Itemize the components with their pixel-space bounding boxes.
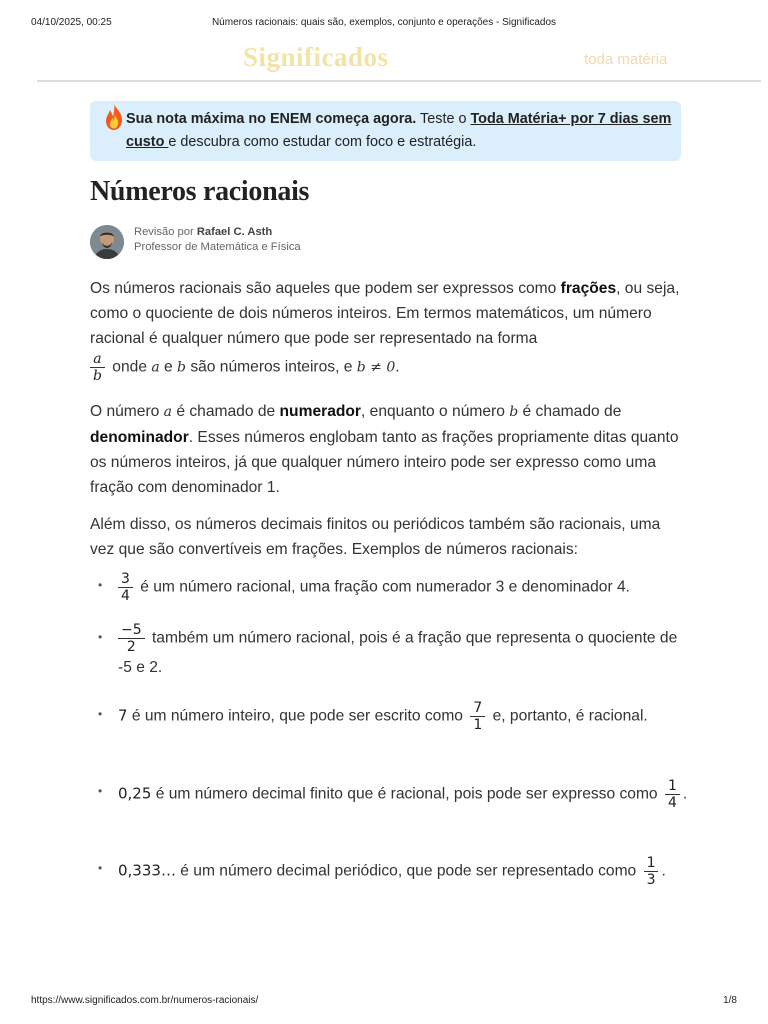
p2-var-a: a bbox=[163, 404, 173, 420]
fraction-neg5-2 bbox=[118, 622, 145, 655]
fraction-denominator: 4 bbox=[667, 795, 677, 811]
fraction-numerator: 1 bbox=[646, 855, 656, 871]
promo-trial-link[interactable]: Toda Matéria+ por 7 dias sem custo bbox=[126, 111, 672, 150]
list-bullet: • bbox=[98, 861, 103, 875]
example-math: 0,25 bbox=[118, 784, 152, 803]
list-item-example-neg5-2 bbox=[118, 622, 688, 680]
example-math: 7 bbox=[118, 706, 128, 725]
p2-text-d: é chamado de bbox=[518, 403, 622, 420]
partner-link-toda-materia[interactable]: toda matéria bbox=[584, 51, 668, 68]
p1-text-a: Os números racionais são aqueles que podem ser expressos como bbox=[90, 280, 561, 297]
list-bullet: • bbox=[98, 578, 103, 592]
p1-var-b: b bbox=[177, 359, 186, 376]
fraction-denominator: 4 bbox=[121, 588, 130, 604]
p2-text-b: é chamado de bbox=[172, 403, 280, 420]
list-item-example-0-25 bbox=[118, 778, 688, 811]
author-review-line bbox=[134, 226, 272, 238]
fraction-a-over-b bbox=[90, 351, 105, 384]
paragraph-numerator-denominator bbox=[90, 399, 685, 500]
author-name[interactable]: Rafael C. Asth bbox=[196, 226, 273, 238]
p2-bold-denominador: denominador bbox=[90, 429, 189, 446]
fraction-numerator: 7 bbox=[473, 700, 483, 716]
site-logo[interactable]: Significados bbox=[243, 42, 389, 72]
fraction-denominator: 1 bbox=[473, 717, 483, 733]
p1-condition: b ≠ 0 bbox=[356, 359, 396, 376]
fire-icon bbox=[101, 103, 127, 131]
p1-text-f: . bbox=[395, 358, 400, 376]
fraction-3-4 bbox=[118, 571, 133, 604]
example-text-b: . bbox=[682, 785, 688, 803]
fraction-denominator: b bbox=[93, 368, 102, 384]
author-role: Professor de Matemática e Física bbox=[134, 241, 301, 253]
p2-bold-numerador: numerador bbox=[279, 403, 361, 420]
fraction-numerator: −5 bbox=[121, 622, 142, 638]
print-page-title: Números racionais: quais são, exemplos, conjunto e operações - Significados bbox=[211, 17, 557, 28]
p1-var-a: a bbox=[151, 359, 160, 376]
author-avatar[interactable] bbox=[90, 225, 124, 259]
list-bullet: • bbox=[98, 707, 103, 721]
p2-text-a: O número bbox=[90, 403, 164, 420]
site-header bbox=[37, 38, 761, 82]
print-page-number: 1/8 bbox=[723, 995, 737, 1006]
fraction-1-4 bbox=[665, 778, 680, 811]
example-text-a: é um número decimal periódico, que pode ser representado como bbox=[175, 862, 641, 880]
p1-text-b: , ou seja, como o quociente de dois números inteiros. Em termos matemáticos, um número racional é qualquer número que pode ser representado na forma bbox=[90, 280, 680, 347]
fraction-numerator: 1 bbox=[667, 778, 677, 794]
list-item-example-7 bbox=[118, 700, 688, 733]
list-item-example-0-333 bbox=[118, 855, 688, 888]
author-review-prefix: Revisão por bbox=[134, 226, 197, 238]
fraction-numerator: a bbox=[93, 351, 102, 367]
p1-text-e: são números inteiros, e bbox=[186, 358, 357, 376]
list-bullet: • bbox=[98, 630, 103, 644]
fraction-numerator: 3 bbox=[121, 571, 130, 587]
p1-text-d: e bbox=[159, 358, 178, 376]
print-url: https://www.significados.com.br/numeros-racionais/ bbox=[31, 995, 259, 1006]
paragraph-definition bbox=[90, 276, 685, 384]
list-bullet: • bbox=[98, 784, 103, 798]
fraction-denominator: 3 bbox=[646, 872, 656, 888]
promo-lead: Sua nota máxima no ENEM começa agora. bbox=[126, 111, 417, 127]
p2-var-b: b bbox=[509, 404, 519, 420]
p2-text-e: . Esses números englobam tanto as frações propriamente ditas quanto os números inteiros, já que qualquer número inteiro pode ser expresso como uma fração com denominador 1. bbox=[90, 429, 679, 496]
print-datetime: 04/10/2025, 00:25 bbox=[31, 17, 112, 28]
list-item-example-3-4 bbox=[118, 571, 688, 604]
fraction-1-3 bbox=[644, 855, 659, 888]
fraction-denominator: 2 bbox=[126, 639, 136, 655]
example-text-b: . bbox=[661, 862, 666, 880]
promo-text-after-link: e descubra como estudar com foco e estratégia. bbox=[168, 134, 477, 150]
paragraph-decimals: Além disso, os números decimais finitos ou periódicos também são racionais, uma vez que são convertíveis em frações. Exemplos de números racionais: bbox=[90, 516, 661, 558]
p2-text-c: , enquanto o número bbox=[360, 403, 510, 420]
fraction-7-1 bbox=[470, 700, 485, 733]
example-text: é um número racional, uma fração com numerador 3 e denominador 4. bbox=[135, 578, 630, 596]
promo-banner bbox=[90, 101, 681, 161]
example-math: 0,333… bbox=[118, 861, 176, 880]
example-text-a: é um número inteiro, que pode ser escrito como bbox=[127, 707, 468, 725]
example-text-a: é um número decimal finito que é racional, pois pode ser expresso como bbox=[151, 785, 662, 803]
promo-text-before-link: Teste o bbox=[416, 111, 471, 127]
example-text: também um número racional, pois é a fração que representa o quociente de -5 e 2. bbox=[118, 629, 678, 676]
article-title: Números racionais bbox=[90, 176, 310, 207]
p1-bold-fracoes: frações bbox=[560, 280, 617, 297]
example-text-b: e, portanto, é racional. bbox=[488, 707, 648, 725]
p1-text-c: onde bbox=[107, 358, 152, 376]
